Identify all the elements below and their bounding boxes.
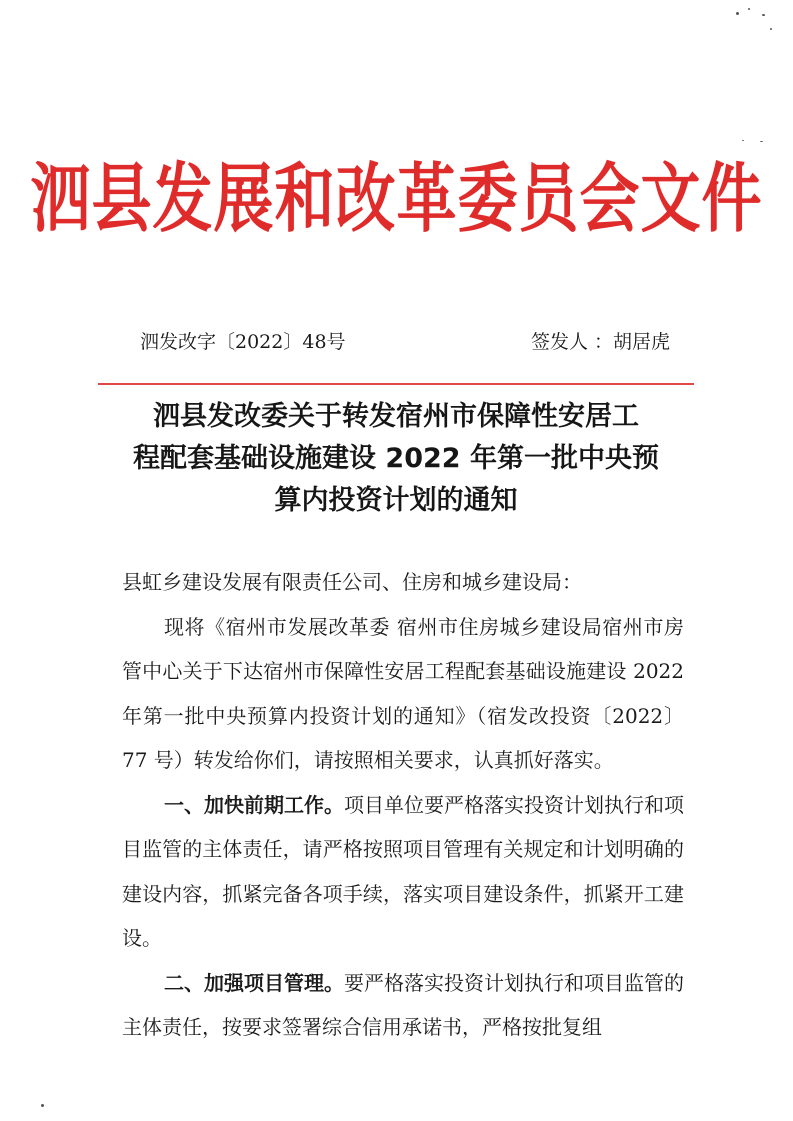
document-title [98,396,694,522]
document-body [122,560,684,1050]
agency-header [0,138,793,248]
section-two-text: 要严格落实投资计划执行和项目监管的主体责任，按要求签署综合信用承诺书，严格按批复组 [122,970,684,1039]
scan-speck [760,141,763,142]
section-one-text: 项目单位要严格落实投资计划执行和项目监管的主体责任，请严格按照项目管理有关规定和计划明确的建设内容，抓紧完备各项手续，落实项目建设条件，抓紧开工建设。 [122,792,684,950]
section-one-heading: 一、加快前期工作。 [164,792,344,817]
scan-speck [762,14,765,16]
title-line-2: 程配套基础设施建设 2022 年第一批中央预 [133,443,659,474]
scan-speck [770,28,772,30]
addressee-line: 县虹乡建设发展有限责任公司、住房和城乡建设局： [122,570,582,594]
scan-speck [41,1104,44,1107]
document-meta-row [140,326,670,358]
paragraph-section-one [122,783,684,961]
signer-block [531,326,670,358]
agency-title: 泗县发展和改革委员会文件 [30,155,763,243]
signer-name: 胡居虎 [612,331,670,353]
document-number: 泗发改字〔2022〕48号 [140,331,346,353]
scan-speck [748,8,750,10]
signer-label: 签发人 ： [530,331,613,353]
paragraph-section-two [122,961,684,1050]
title-line-1: 泗县发改委关于转发宿州市保障性安居工 [153,401,639,432]
paragraph-forwarding-notice: 现将《宿州市发展改革委 宿州市住房城乡建设局宿州市房管中心关于下达宿州市保障性安居工程配套基础设施建设 2022 年第一批中央预算内投资计划的通知》（宿发改投资〔2022〕77 号）转发给你们，请按照相关要求，认真抓好落实。 [122,614,684,772]
red-divider-line [98,383,694,385]
title-line-3: 算内投资计划的通知 [274,485,518,516]
section-two-heading: 二、加强项目管理。 [164,970,344,995]
scan-speck [736,12,739,15]
scan-speck [742,140,744,141]
